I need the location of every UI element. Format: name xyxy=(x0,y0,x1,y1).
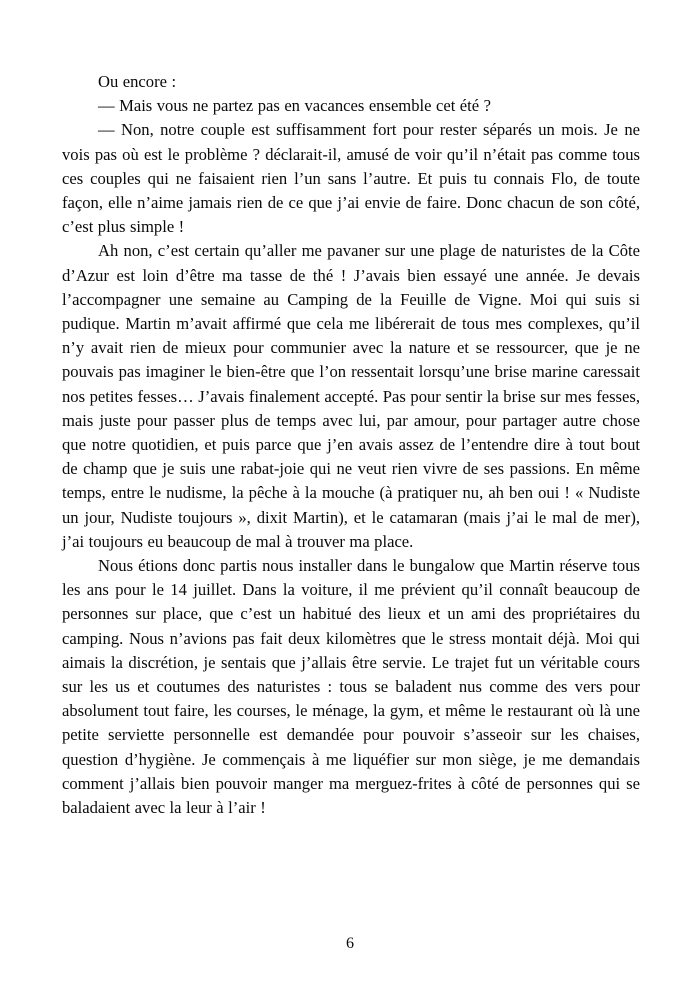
body-text xyxy=(62,70,640,820)
paragraph: — Non, notre couple est suffisamment fort pour rester séparés un mois. Je ne vois pas où est le problème ? déclarait-il, amusé de voir qu’il n’était pas comme tous ces couples qui ne faisaient rien l’un sans l’autre. Et puis tu connais Flo, de toute façon, elle n’aime jamais rien de ce que j’ai envie de faire. Donc chacun de son côté, c’est plus simple ! xyxy=(62,120,640,237)
paragraph: Ou encore : xyxy=(98,72,177,91)
paragraph: Ah non, c’est certain qu’aller me pavaner sur une plage de naturistes de la Côte d’Azur est loin d’être ma tasse de thé ! J’avais bien essayé une année. Je devais l’accompagner une semaine au Camping de la Feuille de Vigne. Moi qui suis si pudique. Martin m’avait affirmé que cela me libérerait de tous mes complexes, qu’il n’y avait rien de mieux pour communier avec la nature et se ressourcer, que je ne pouvais pas imaginer le bien-être que l’on ressentait lorsqu’une brise marine caressait nos petites fesses… J’avais finalement accepté. Pas pour sentir la brise sur mes fesses, mais juste pour passer plus de temps avec lui, par amour, pour partager autre chose que notre quotidien, et puis parce que j’en avais assez de l’entendre dire à tout bout de champ que je suis une rabat-joie qui ne veut rien vivre de ses passions. En même temps, entre le nudisme, la pêche à la mouche (à pratiquer nu, ah ben oui ! « Nudiste un jour, Nudiste toujours », dixit Martin), et le catamaran (mais j’ai le mal de mer), j’ai toujours eu beaucoup de mal à trouver ma place. xyxy=(62,241,640,551)
paragraph: Nous étions donc partis nous installer dans le bungalow que Martin réserve tous les ans pour le 14 juillet. Dans la voiture, il me prévient qu’il connaît beaucoup de personnes sur place, que c’est un habitué des lieux et un ami des propriétaires du camping. Nous n’avions pas fait deux kilomètres que le stress montait déjà. Moi qui aimais la discrétion, je sentais que j’allais être servie. Le trajet fut un véritable cours sur les us et coutumes des naturistes : tous se baladent nus comme des vers pour absolument tout faire, les courses, le ménage, la gym, et même le restaurant où là une petite serviette personnelle est demandée pour pouvoir s’asseoir sur les chaises, question d’hygiène. Je commençais à me liquéfier sur mon siège, je me demandais comment j’allais bien pouvoir manger ma merguez-frites à côté de personnes qui se baladaient avec la leur à l’air ! xyxy=(62,556,640,818)
page-number: 6 xyxy=(346,935,354,952)
paragraph: — Mais vous ne partez pas en vacances ensemble cet été ? xyxy=(98,96,491,116)
